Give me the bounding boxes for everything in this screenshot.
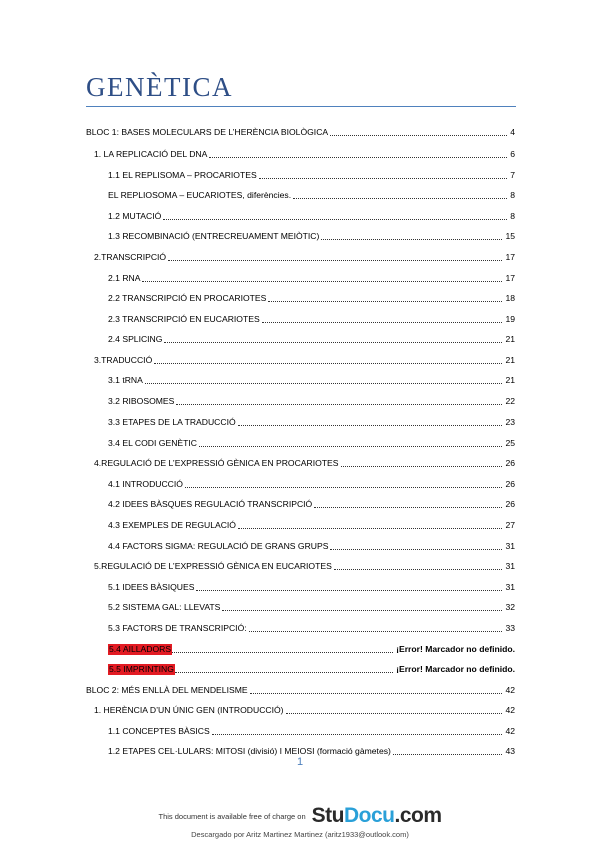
toc-leader-dots [212, 734, 503, 735]
toc-entry-page: 25 [505, 438, 515, 448]
toc-entry-page: 42 [505, 685, 515, 695]
toc-entry-label: 4.3 EXEMPLES DE REGULACIÓ [108, 520, 236, 530]
toc-entry-label: 1.1 CONCEPTES BÀSICS [108, 726, 210, 736]
toc-entry[interactable] [108, 599, 515, 613]
toc-entry-page: 17 [505, 273, 515, 283]
toc-leader-dots [176, 404, 502, 405]
toc-entry-label: 3.TRADUCCIÓ [94, 355, 153, 365]
toc-leader-dots [321, 239, 502, 240]
logo-part-stu: Stu [311, 804, 344, 827]
toc-entry-page: 42 [505, 726, 515, 736]
toc-entry-page: 4 [510, 127, 515, 137]
toc-entry[interactable] [108, 228, 515, 242]
toc-leader-dots [222, 610, 502, 611]
toc-entry-page: 27 [505, 520, 515, 530]
toc-entry[interactable] [108, 270, 515, 284]
toc-entry[interactable] [108, 208, 515, 222]
toc-leader-dots [168, 260, 502, 261]
toc-entry-page: 23 [505, 417, 515, 427]
toc-entry[interactable] [86, 682, 515, 696]
toc-leader-dots [175, 672, 393, 673]
toc-leader-dots [293, 198, 507, 199]
toc-entry-page: 18 [505, 293, 515, 303]
toc-entry[interactable] [108, 290, 515, 304]
toc-leader-dots [330, 549, 502, 550]
toc-entry[interactable] [108, 187, 515, 201]
toc-entry-page: 26 [505, 458, 515, 468]
toc-entry-page: 8 [510, 211, 515, 221]
toc-entry-page: 21 [505, 375, 515, 385]
toc-entry[interactable] [94, 558, 515, 572]
toc-entry-label: 4.REGULACIÓ DE L’EXPRESSIÓ GÈNICA EN PROCARIOTES [94, 458, 339, 468]
toc-entry-label: 5.1 IDEES BÀSIQUES [108, 582, 195, 592]
toc-entry-label: 2.TRANSCRIPCIÓ [94, 252, 167, 262]
toc-entry-label: BLOC 2: MÉS ENLLÀ DEL MENDELISME [86, 685, 248, 695]
toc-leader-dots [238, 425, 503, 426]
toc-entry[interactable] [108, 538, 515, 552]
toc-entry[interactable] [108, 393, 515, 407]
toc-entry-page: 22 [505, 396, 515, 406]
toc-entry-label: 4.1 INTRODUCCIÓ [108, 479, 183, 489]
toc-entry-label: 3.2 RIBOSOMES [108, 396, 175, 406]
toc-leader-dots [314, 507, 502, 508]
toc-entry[interactable] [108, 372, 515, 386]
toc-entry-label: 2.3 TRANSCRIPCIÓ EN EUCARIOTES [108, 314, 260, 324]
toc-entry[interactable] [108, 620, 515, 634]
toc-leader-dots [249, 631, 503, 632]
toc-entry[interactable] [108, 331, 515, 345]
toc-entry-label: 5.4 AILLADORS [109, 644, 172, 654]
toc-entry-label: 5.3 FACTORS DE TRANSCRIPCIÓ: [108, 623, 247, 633]
toc-leader-dots [209, 157, 507, 158]
toc-entry[interactable] [108, 517, 515, 531]
toc-entry-label: 3.1 tRNA [108, 375, 143, 385]
toc-leader-dots [172, 652, 393, 653]
toc-entry-label: 1. LA REPLICACIÓ DEL DNA [94, 149, 208, 159]
toc-entry-label: EL REPLIOSOMA – EUCARIOTES, diferències. [108, 190, 292, 200]
document-title: GENÈTICA [86, 72, 233, 102]
toc-leader-dots [164, 342, 502, 343]
toc-leader-dots [196, 590, 502, 591]
studocu-logo[interactable] [312, 804, 442, 828]
toc-entry[interactable] [108, 579, 515, 593]
toc-entry-page: ¡Error! Marcador no definido. [396, 644, 515, 654]
footer-banner [0, 804, 600, 828]
toc-entry-page: 7 [510, 170, 515, 180]
toc-entry-page: 15 [505, 231, 515, 241]
toc-entry-page: ¡Error! Marcador no definido. [396, 664, 515, 674]
toc-leader-dots [185, 487, 502, 488]
toc-entry-label: 4.2 IDEES BÀSQUES REGULACIÓ TRANSCRIPCIÓ [108, 499, 313, 509]
toc-entry-page: 21 [505, 334, 515, 344]
toc-entry[interactable] [86, 124, 515, 138]
toc-entry[interactable] [94, 146, 515, 160]
toc-entry[interactable] [108, 661, 515, 675]
toc-entry-page: 31 [505, 541, 515, 551]
toc-entry-page: 21 [505, 355, 515, 365]
logo-part-com: .com [394, 804, 442, 827]
toc-entry[interactable] [108, 496, 515, 510]
toc-entry[interactable] [94, 702, 515, 716]
toc-entry-page: 8 [510, 190, 515, 200]
toc-entry[interactable] [108, 723, 515, 737]
toc-entry-page: 19 [505, 314, 515, 324]
toc-entry-page: 32 [505, 602, 515, 612]
toc-entry-page: 26 [505, 479, 515, 489]
toc-entry-label: 1. HERÈNCIA D’UN ÚNIC GEN (INTRODUCCIÓ) [94, 705, 284, 715]
toc-leader-dots [341, 466, 503, 467]
footer-available-text: This document is available free of charge on [158, 811, 306, 821]
toc-entry[interactable] [108, 414, 515, 428]
toc-leader-dots [268, 301, 502, 302]
toc-entry-label: 2.2 TRANSCRIPCIÓ EN PROCARIOTES [108, 293, 267, 303]
toc-leader-dots [334, 569, 503, 570]
toc-entry-label: 1.2 ETAPES CEL·LULARS: MITOSI (divisió) I MEIOSI (formació gàmetes) [108, 746, 391, 756]
toc-entry-label: 3.3 ETAPES DE LA TRADUCCIÓ [108, 417, 236, 427]
toc-leader-dots [330, 135, 507, 136]
toc-leader-dots [250, 693, 503, 694]
toc-entry-page: 31 [505, 582, 515, 592]
toc-entry[interactable] [108, 476, 515, 490]
toc-leader-dots [286, 713, 503, 714]
toc-entry-page: 33 [505, 623, 515, 633]
toc-entry-label: 4.4 FACTORS SIGMA: REGULACIÓ DE GRANS GRUPS [108, 541, 329, 551]
download-credit: Descargado por Aritz Martinez Martinez (aritz1933@outlook.com) [191, 830, 409, 839]
toc-entry-label: 1.3 RECOMBINACIÓ (ENTRECREUAMENT MEIÒTIC) [108, 231, 320, 241]
toc-entry[interactable] [108, 311, 515, 325]
toc-leader-dots [163, 219, 507, 220]
toc-leader-dots [199, 446, 502, 447]
toc-entry-label: 1.2 MUTACIÓ [108, 211, 162, 221]
toc-entry[interactable] [94, 249, 515, 263]
toc-entry-page: 42 [505, 705, 515, 715]
toc-leader-dots [145, 383, 503, 384]
toc-entry-label: 2.4 SPLICING [108, 334, 163, 344]
toc-entry[interactable] [94, 455, 515, 469]
toc-entry[interactable] [108, 167, 515, 181]
toc-leader-dots [154, 363, 502, 364]
toc-entry-label: BLOC 1: BASES MOLECULARS DE L’HERÈNCIA BIOLÒGICA [86, 127, 329, 137]
toc-entry-page: 31 [505, 561, 515, 571]
toc-leader-dots [142, 281, 502, 282]
toc-leader-dots [259, 178, 508, 179]
toc-entry-label: 1.1 EL REPLISOMA – PROCARIOTES [108, 170, 257, 180]
toc-entry-label: 3.4 EL CODI GENÈTIC [108, 438, 197, 448]
toc-entry-label: 5.5 IMPRINTING [109, 664, 174, 674]
toc-leader-dots [238, 528, 502, 529]
toc-entry[interactable] [94, 352, 515, 366]
page-number: 1 [296, 756, 304, 768]
toc-entry[interactable] [108, 641, 515, 655]
toc-entry[interactable] [108, 743, 515, 757]
title-underline [86, 106, 516, 107]
logo-part-docu: Docu [343, 804, 395, 827]
toc-entry[interactable] [108, 435, 515, 449]
toc-leader-dots [393, 754, 503, 755]
toc-entry-label: 2.1 RNA [108, 273, 141, 283]
toc-entry-label: 5.REGULACIÓ DE L’EXPRESSIÓ GÈNICA EN EUCARIOTES [94, 561, 332, 571]
toc-entry-page: 43 [505, 746, 515, 756]
toc-leader-dots [262, 322, 503, 323]
toc-entry-page: 6 [510, 149, 515, 159]
toc-entry-page: 17 [505, 252, 515, 262]
toc-entry-page: 26 [505, 499, 515, 509]
toc-entry-label: 5.2 SISTEMA GAL: LLEVATS [108, 602, 221, 612]
